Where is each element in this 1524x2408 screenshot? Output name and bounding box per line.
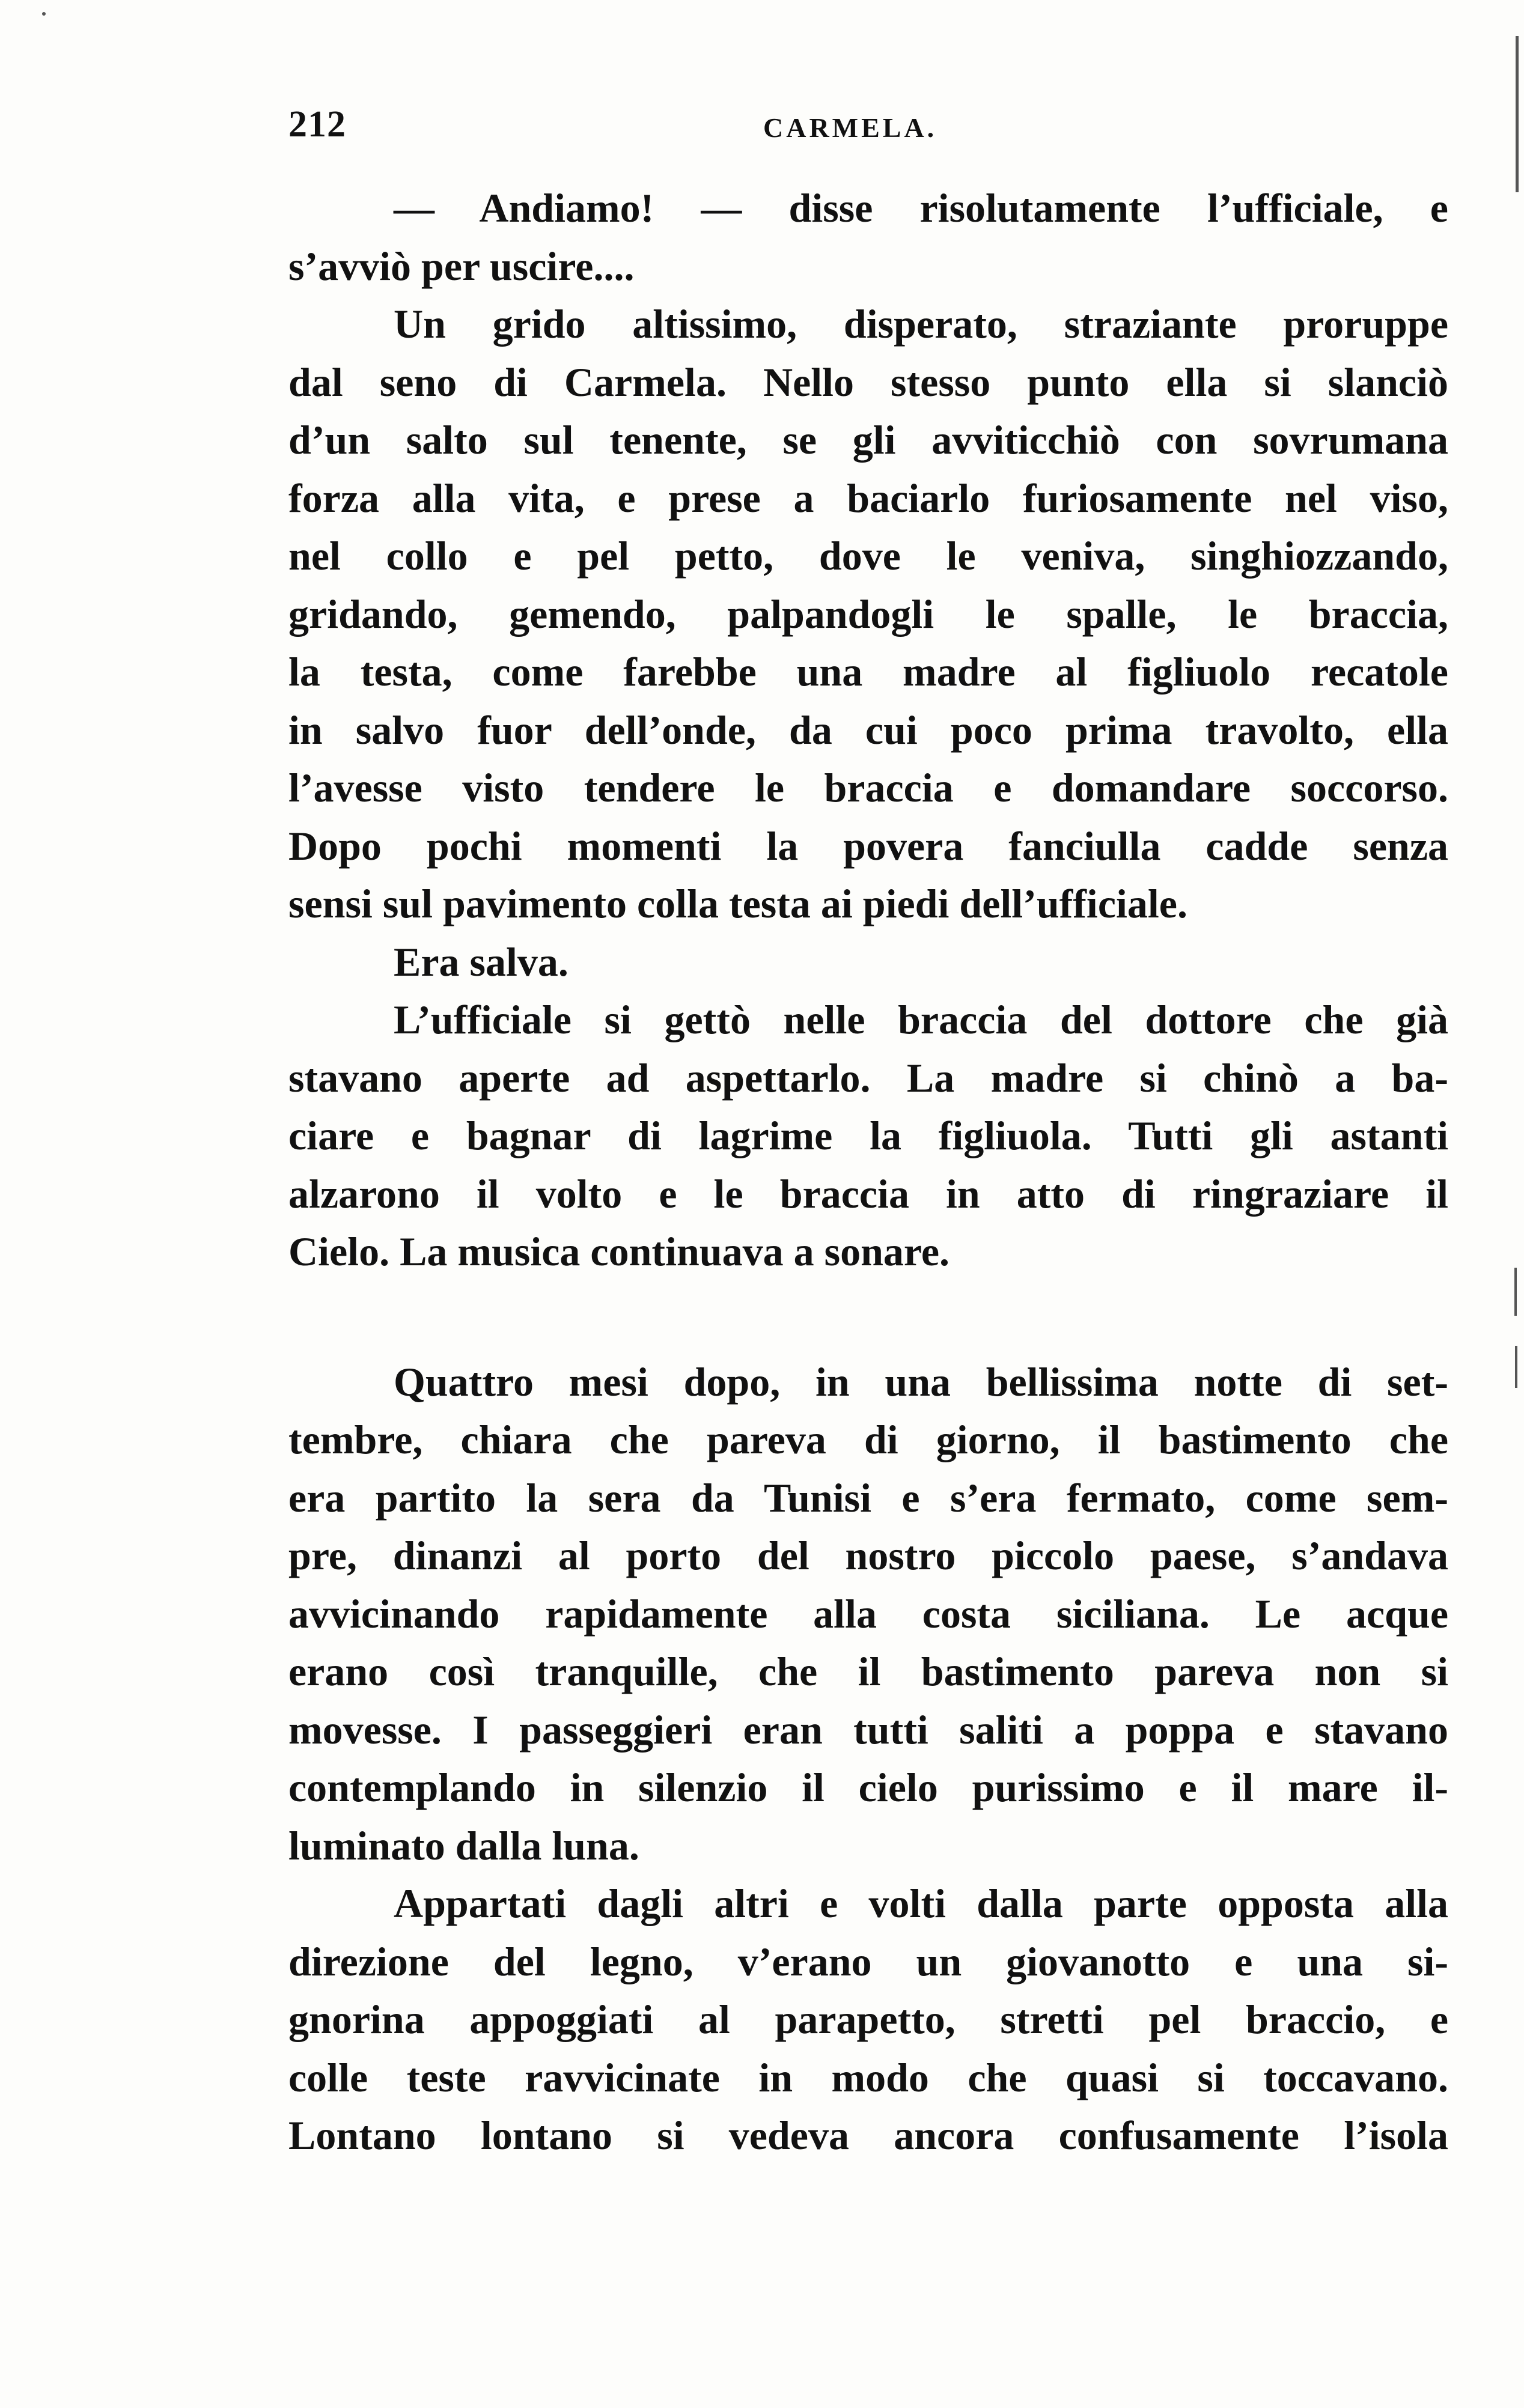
text-line: l’avesse visto tendere le braccia e domandare soccorso. (288, 765, 1448, 810)
text-line: avvicinando rapidamente alla costa siciliana. Le acque (288, 1590, 1448, 1637)
text-line: pre, dinanzi al porto del nostro piccolo paese, s’andava (288, 1533, 1448, 1578)
running-title: CARMELA. (763, 112, 937, 143)
text-line: colle teste ravvicinate in modo che quasi si toccavano. (288, 2054, 1448, 2100)
page-header (288, 103, 1448, 169)
text-line: d’un salto sul tenente, se gli avviticchiò con sovrumana (288, 417, 1448, 463)
text-line: s’avviò per uscire.... (288, 243, 635, 289)
text-line: Era salva. (394, 938, 568, 985)
text-line: Cielo. La musica continuava a sonare. (288, 1229, 950, 1274)
text-line: in salvo fuor dell’onde, da cui poco prima travolto, ella (288, 707, 1448, 753)
text-line: nel collo e pel petto, dove le veniva, singhiozzando, (288, 533, 1448, 579)
text-line: era partito la sera da Tunisi e s’era fermato, come sem- (288, 1474, 1448, 1521)
text-line: Dopo pochi momenti la povera fanciulla cadde senza (288, 822, 1448, 869)
text-line: Quattro mesi dopo, in una bellissima notte di set- (394, 1358, 1448, 1405)
text-line: — Andiamo! — disse risolutamente l’ufficiale, e (394, 185, 1448, 231)
scan-edge-mark (1515, 1346, 1517, 1388)
scan-edge-mark (1516, 36, 1519, 192)
text-line: Lontano lontano si vedeva ancora confusamente l’isola (288, 2112, 1448, 2158)
text-line: L’ufficiale si gettò nelle braccia del dottore che già (394, 997, 1448, 1042)
text-line: ciare e bagnar di lagrime la figliuola. Tutti gli astanti (288, 1113, 1448, 1158)
text-line: forza alla vita, e prese a baciarlo furiosamente nel viso, (288, 475, 1448, 521)
scan-edge-mark (1514, 1268, 1517, 1316)
scan-edge-mark (42, 12, 46, 16)
text-line: dal seno di Carmela. Nello stesso punto ella si slanciò (288, 359, 1448, 405)
text-line: Appartati dagli altri e volti dalla parte opposta alla (394, 1880, 1448, 1926)
text-line: contemplando in silenzio il cielo purissimo e il mare il- (288, 1765, 1448, 1810)
text-line: luminato dalla luna. (288, 1822, 639, 1868)
text-line: alzarono il volto e le braccia in atto di ringraziare il (288, 1170, 1448, 1217)
text-line: Un grido altissimo, disperato, straziante proruppe (394, 301, 1448, 347)
text-line: stavano aperte ad aspettarlo. La madre si chinò a ba- (288, 1054, 1448, 1101)
section-break (288, 1281, 1448, 1353)
page-number: 212 (288, 104, 346, 145)
text-line: gnorina appoggiati al parapetto, stretti pel braccio, e (288, 1996, 1448, 2042)
text-line: erano così tranquille, che il bastimento pareva non si (288, 1649, 1448, 1694)
body-text (288, 179, 1448, 2165)
text-line: direzione del legno, v’erano un giovanotto e una si- (288, 1938, 1448, 1984)
text-line: gridando, gemendo, palpandogli le spalle, le braccia, (288, 591, 1448, 637)
text-line: movesse. I passeggieri eran tutti saliti a poppa e stavano (288, 1706, 1448, 1753)
text-line: sensi sul pavimento colla testa ai piedi dell’ufficiale. (288, 881, 1187, 926)
text-line: la testa, come farebbe una madre al figliuolo recatole (288, 649, 1448, 695)
text-line: tembre, chiara che pareva di giorno, il bastimento che (288, 1417, 1448, 1462)
